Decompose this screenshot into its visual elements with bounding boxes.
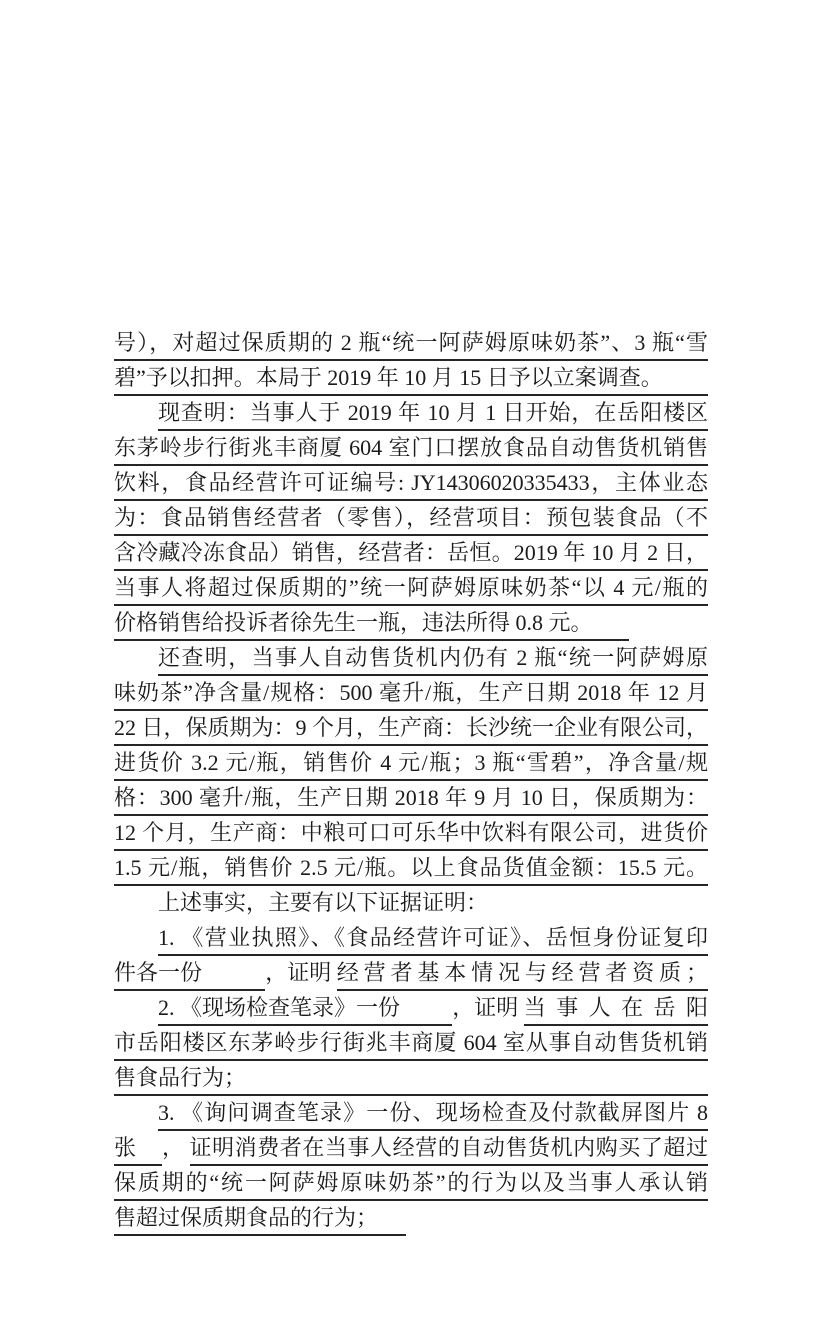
underlined-text-segment: 为：食品销售经营者（零售），经营项目：预包装食品（不 [114,504,708,536]
text-segment: 上述事实，主要有以下证据证明： [158,890,489,915]
line-02 [114,364,708,399]
text-segment: ，证明 [265,960,337,985]
line-16 [114,854,708,889]
line-17 [114,889,708,924]
blank-underline [378,1204,406,1236]
blank-underline [663,364,708,396]
blank-underline [400,994,452,1026]
document-body [114,329,708,1239]
blank-underline [593,609,629,641]
underlined-text-segment: 饮料，食品经营许可证编号: JY14306020335433，主体业态 [114,469,708,501]
line-24 [114,1134,708,1169]
line-18 [114,924,708,959]
line-11 [114,679,708,714]
line-22 [114,1064,708,1099]
underlined-text-segment: 还查明，当事人自动售货机内仍有 2 瓶“统一阿萨姆原 [158,644,708,676]
underlined-text-segment: 味奶茶”净含量/规格：500 毫升/瓶，生产日期 2018 年 12 月 [114,679,708,711]
line-19 [114,959,708,994]
underlined-text-segment: 号），对超过保质期的 2 瓶“统一阿萨姆原味奶茶”、3 瓶“雪 [114,329,708,361]
line-20 [114,994,708,1029]
underlined-text-segment: 现查明：当事人于 2019 年 10 月 1 日开始，在岳阳楼区 [158,399,708,431]
line-06 [114,504,708,539]
text-segment: ， [162,1135,190,1160]
underlined-text-segment: 22 日，保质期为：9 个月，生产商：长沙统一企业有限公司， [114,714,708,746]
underlined-text-segment: 证明消费者在当事人经营的自动售货机内购买了超过 [190,1134,708,1166]
underlined-text-segment: 价格销售给投诉者徐先生一瓶，违法所得 0.8 元。 [114,609,593,641]
underlined-text-segment: 件各一份 [114,959,202,991]
underlined-text-segment: 经营者基本情况与经营者资质； [337,959,708,991]
line-13 [114,749,708,784]
line-21 [114,1029,708,1064]
line-10 [114,644,708,679]
underlined-text-segment: 格：300 毫升/瓶，生产日期 2018 年 9 月 10 日，保质期为： [114,784,708,816]
underlined-text-segment: 市岳阳楼区东茅岭步行街兆丰商厦 604 室从事自动售货机销 [114,1029,708,1061]
underlined-text-segment: 1. 《营业执照》、《食品经营许可证》、岳恒身份证复印 [158,924,708,956]
line-07 [114,539,708,574]
line-05 [114,469,708,504]
blank-underline [246,1064,708,1096]
underlined-text-segment: 东茅岭步行街兆丰商厦 604 室门口摆放食品自动售货机销售 [114,434,708,466]
underlined-text-segment: 保质期的“统一阿萨姆原味奶茶”的行为以及当事人承认销 [114,1169,708,1201]
underlined-text-segment: 张 [114,1134,136,1166]
line-12 [114,714,708,749]
line-08 [114,574,708,609]
line-26 [114,1204,708,1239]
underlined-text-segment: 含冷藏冷冻食品）销售，经营者：岳恒。2019 年 10 月 2 日， [114,539,708,571]
underlined-text-segment: 当事人将超过保质期的”统一阿萨姆原味奶茶“以 4 元/瓶的 [114,574,708,606]
underlined-text-segment: 2. 《现场检查笔录》一份 [158,994,400,1026]
underlined-text-segment: 售超过保质期食品的行为； [114,1204,378,1236]
underlined-text-segment: 12 个月，生产商：中粮可口可乐华中饮料有限公司，进货价 [114,819,708,851]
blank-underline [136,1134,162,1166]
text-segment: ，证明 [452,995,524,1020]
line-01 [114,329,708,364]
underlined-text-segment: 当事人在岳阳 [524,994,708,1026]
line-03 [114,399,708,434]
line-04 [114,434,708,469]
underlined-text-segment: 3. 《询问调查笔录》一份、现场检查及付款截屏图片 8 [158,1099,708,1131]
underlined-text-segment: 1.5 元/瓶，销售价 2.5 元/瓶。以上食品货值金额：15.5 元。 [114,854,708,886]
line-09 [114,609,708,644]
underlined-text-segment: 碧”予以扣押。本局于 2019 年 10 月 15 日予以立案调查。 [114,364,663,396]
blank-underline [202,959,265,991]
line-25 [114,1169,708,1204]
line-23 [114,1099,708,1134]
underlined-text-segment: 售食品行为； [114,1064,246,1096]
line-15 [114,819,708,854]
line-14 [114,784,708,819]
underlined-text-segment: 进货价 3.2 元/瓶，销售价 4 元/瓶；3 瓶“雪碧”，净含量/规 [114,749,708,781]
